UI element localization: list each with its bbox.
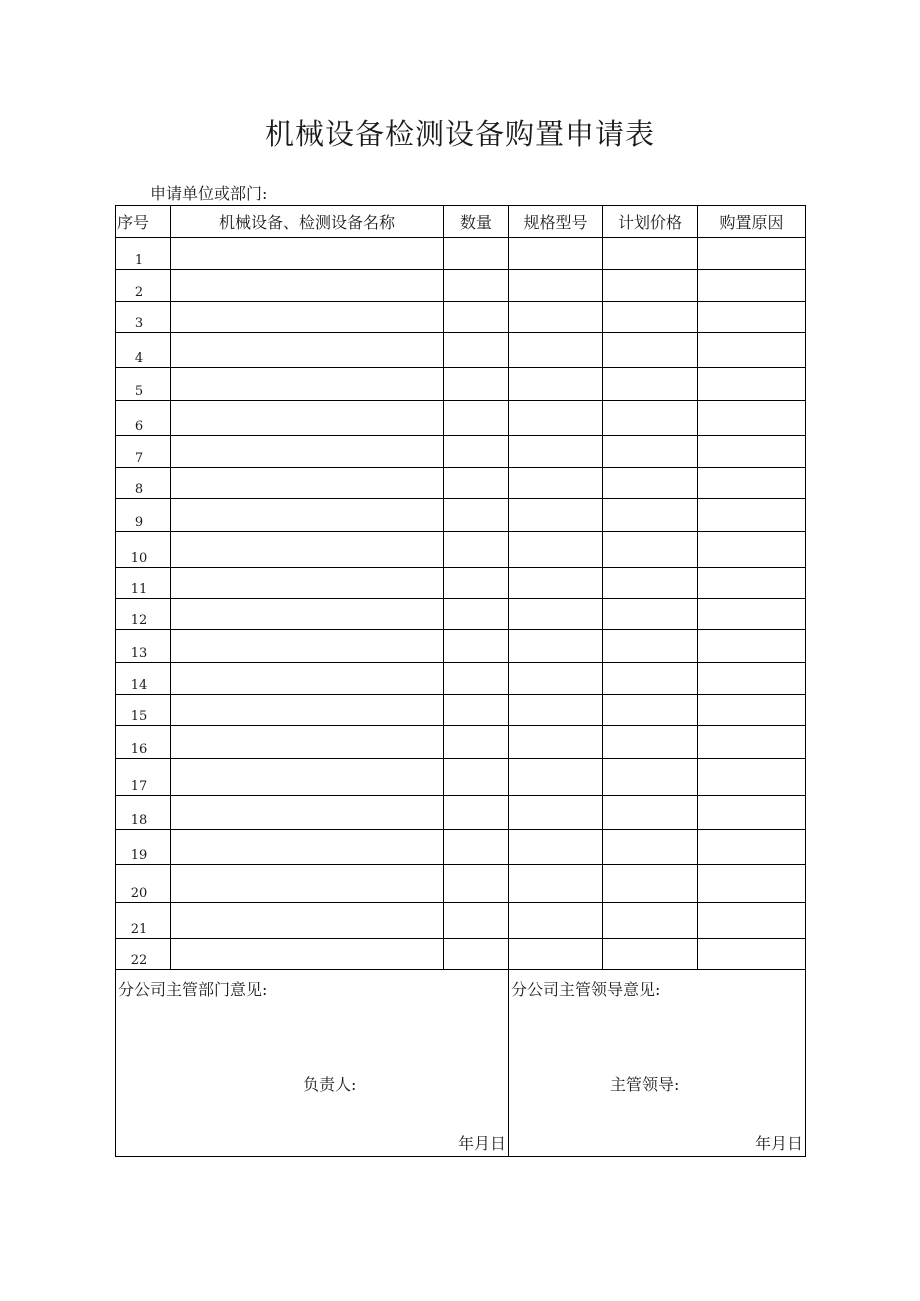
cell-quantity[interactable] bbox=[444, 333, 509, 368]
cell-equipment-name[interactable] bbox=[171, 759, 444, 796]
cell-equipment-name[interactable] bbox=[171, 830, 444, 865]
cell-purchase-reason[interactable] bbox=[698, 759, 806, 796]
header-spec-model: 规格型号 bbox=[509, 206, 603, 238]
department-signer-label: 负责人: bbox=[303, 1075, 357, 1094]
form-title: 机械设备检测设备购置申请表 bbox=[264, 117, 655, 151]
cell-quantity[interactable] bbox=[444, 270, 509, 302]
cell-planned-price[interactable] bbox=[603, 302, 698, 333]
row-number: 8 bbox=[116, 468, 171, 499]
cell-spec-model[interactable] bbox=[509, 401, 603, 436]
table-row bbox=[116, 796, 806, 830]
cell-planned-price[interactable] bbox=[603, 695, 698, 726]
table-row bbox=[116, 903, 806, 939]
cell-spec-model[interactable] bbox=[509, 726, 603, 759]
cell-planned-price[interactable] bbox=[603, 663, 698, 695]
table-row bbox=[116, 663, 806, 695]
cell-equipment-name[interactable] bbox=[171, 903, 444, 939]
cell-equipment-name[interactable] bbox=[171, 865, 444, 903]
cell-equipment-name[interactable] bbox=[171, 238, 444, 270]
cell-planned-price[interactable] bbox=[603, 333, 698, 368]
cell-purchase-reason[interactable] bbox=[698, 630, 806, 663]
cell-quantity[interactable] bbox=[444, 532, 509, 568]
department-opinion-cell[interactable] bbox=[116, 970, 509, 1157]
cell-spec-model[interactable] bbox=[509, 468, 603, 499]
table-row bbox=[116, 830, 806, 865]
cell-spec-model[interactable] bbox=[509, 499, 603, 532]
table-row bbox=[116, 630, 806, 663]
cell-equipment-name[interactable] bbox=[171, 630, 444, 663]
row-number: 15 bbox=[116, 695, 171, 726]
header-planned-price: 计划价格 bbox=[603, 206, 698, 238]
cell-quantity[interactable] bbox=[444, 401, 509, 436]
cell-purchase-reason[interactable] bbox=[698, 726, 806, 759]
cell-quantity[interactable] bbox=[444, 368, 509, 401]
row-number: 21 bbox=[116, 903, 171, 939]
cell-spec-model[interactable] bbox=[509, 270, 603, 302]
cell-equipment-name[interactable] bbox=[171, 939, 444, 970]
cell-planned-price[interactable] bbox=[603, 238, 698, 270]
cell-quantity[interactable] bbox=[444, 939, 509, 970]
row-number: 4 bbox=[116, 333, 171, 368]
table-row bbox=[116, 499, 806, 532]
cell-quantity[interactable] bbox=[444, 568, 509, 599]
table-row bbox=[116, 599, 806, 630]
cell-spec-model[interactable] bbox=[509, 695, 603, 726]
cell-purchase-reason[interactable] bbox=[698, 695, 806, 726]
cell-equipment-name[interactable] bbox=[171, 436, 444, 468]
cell-spec-model[interactable] bbox=[509, 368, 603, 401]
cell-purchase-reason[interactable] bbox=[698, 468, 806, 499]
cell-purchase-reason[interactable] bbox=[698, 302, 806, 333]
row-number: 16 bbox=[116, 726, 171, 759]
row-number: 6 bbox=[116, 401, 171, 436]
cell-quantity[interactable] bbox=[444, 903, 509, 939]
cell-planned-price[interactable] bbox=[603, 436, 698, 468]
applicant-department-label: 申请单位或部门: bbox=[150, 184, 268, 203]
header-quantity: 数量 bbox=[444, 206, 509, 238]
cell-equipment-name[interactable] bbox=[171, 663, 444, 695]
header-equipment-name: 机械设备、检测设备名称 bbox=[171, 206, 444, 238]
leader-opinion-title: 分公司主管领导意见: bbox=[511, 980, 661, 999]
cell-purchase-reason[interactable] bbox=[698, 830, 806, 865]
purchase-request-table bbox=[115, 205, 806, 1157]
cell-quantity[interactable] bbox=[444, 436, 509, 468]
row-number: 5 bbox=[116, 368, 171, 401]
cell-purchase-reason[interactable] bbox=[698, 401, 806, 436]
cell-planned-price[interactable] bbox=[603, 865, 698, 903]
department-date-label: 年月日 bbox=[457, 1134, 506, 1153]
cell-purchase-reason[interactable] bbox=[698, 663, 806, 695]
cell-quantity[interactable] bbox=[444, 726, 509, 759]
cell-equipment-name[interactable] bbox=[171, 532, 444, 568]
cell-purchase-reason[interactable] bbox=[698, 532, 806, 568]
cell-planned-price[interactable] bbox=[603, 630, 698, 663]
cell-purchase-reason[interactable] bbox=[698, 368, 806, 401]
leader-date-label: 年月日 bbox=[754, 1134, 803, 1153]
cell-purchase-reason[interactable] bbox=[698, 238, 806, 270]
cell-planned-price[interactable] bbox=[603, 468, 698, 499]
cell-spec-model[interactable] bbox=[509, 830, 603, 865]
table-row bbox=[116, 865, 806, 903]
table-row bbox=[116, 695, 806, 726]
cell-quantity[interactable] bbox=[444, 238, 509, 270]
cell-equipment-name[interactable] bbox=[171, 270, 444, 302]
cell-purchase-reason[interactable] bbox=[698, 865, 806, 903]
cell-purchase-reason[interactable] bbox=[698, 568, 806, 599]
cell-quantity[interactable] bbox=[444, 630, 509, 663]
table-row bbox=[116, 436, 806, 468]
cell-planned-price[interactable] bbox=[603, 532, 698, 568]
row-number: 17 bbox=[116, 759, 171, 796]
cell-quantity[interactable] bbox=[444, 830, 509, 865]
row-number: 19 bbox=[116, 830, 171, 865]
table-row bbox=[116, 532, 806, 568]
cell-equipment-name[interactable] bbox=[171, 726, 444, 759]
row-number: 20 bbox=[116, 865, 171, 903]
department-opinion-title: 分公司主管部门意见: bbox=[118, 980, 268, 999]
cell-spec-model[interactable] bbox=[509, 903, 603, 939]
cell-quantity[interactable] bbox=[444, 663, 509, 695]
cell-planned-price[interactable] bbox=[603, 401, 698, 436]
cell-equipment-name[interactable] bbox=[171, 695, 444, 726]
cell-equipment-name[interactable] bbox=[171, 368, 444, 401]
cell-purchase-reason[interactable] bbox=[698, 796, 806, 830]
leader-signer-label: 主管领导: bbox=[610, 1075, 680, 1094]
cell-spec-model[interactable] bbox=[509, 599, 603, 630]
cell-equipment-name[interactable] bbox=[171, 499, 444, 532]
cell-equipment-name[interactable] bbox=[171, 568, 444, 599]
cell-planned-price[interactable] bbox=[603, 796, 698, 830]
table-row bbox=[116, 333, 806, 368]
cell-spec-model[interactable] bbox=[509, 436, 603, 468]
row-number: 10 bbox=[116, 532, 171, 568]
cell-purchase-reason[interactable] bbox=[698, 599, 806, 630]
cell-purchase-reason[interactable] bbox=[698, 436, 806, 468]
opinion-row bbox=[116, 970, 806, 1157]
table-row bbox=[116, 401, 806, 436]
table-row bbox=[116, 302, 806, 333]
table-row bbox=[116, 726, 806, 759]
table-row bbox=[116, 270, 806, 302]
cell-purchase-reason[interactable] bbox=[698, 499, 806, 532]
cell-spec-model[interactable] bbox=[509, 568, 603, 599]
row-number: 3 bbox=[116, 302, 171, 333]
cell-planned-price[interactable] bbox=[603, 726, 698, 759]
cell-purchase-reason[interactable] bbox=[698, 903, 806, 939]
header-seq: 序号 bbox=[116, 206, 171, 238]
cell-spec-model[interactable] bbox=[509, 796, 603, 830]
cell-purchase-reason[interactable] bbox=[698, 333, 806, 368]
table-row bbox=[116, 568, 806, 599]
cell-planned-price[interactable] bbox=[603, 368, 698, 401]
cell-planned-price[interactable] bbox=[603, 599, 698, 630]
row-number: 13 bbox=[116, 630, 171, 663]
cell-spec-model[interactable] bbox=[509, 532, 603, 568]
cell-spec-model[interactable] bbox=[509, 759, 603, 796]
cell-planned-price[interactable] bbox=[603, 499, 698, 532]
row-number: 18 bbox=[116, 796, 171, 830]
cell-planned-price[interactable] bbox=[603, 759, 698, 796]
cell-spec-model[interactable] bbox=[509, 663, 603, 695]
cell-planned-price[interactable] bbox=[603, 939, 698, 970]
leader-opinion-cell[interactable] bbox=[509, 970, 806, 1157]
cell-equipment-name[interactable] bbox=[171, 333, 444, 368]
row-number: 22 bbox=[116, 939, 171, 970]
table-header-row bbox=[116, 206, 806, 238]
cell-spec-model[interactable] bbox=[509, 238, 603, 270]
cell-quantity[interactable] bbox=[444, 695, 509, 726]
cell-purchase-reason[interactable] bbox=[698, 270, 806, 302]
header-purchase-reason: 购置原因 bbox=[698, 206, 806, 238]
cell-spec-model[interactable] bbox=[509, 333, 603, 368]
cell-purchase-reason[interactable] bbox=[698, 939, 806, 970]
cell-quantity[interactable] bbox=[444, 759, 509, 796]
row-number: 1 bbox=[116, 238, 171, 270]
cell-quantity[interactable] bbox=[444, 865, 509, 903]
cell-quantity[interactable] bbox=[444, 499, 509, 532]
cell-spec-model[interactable] bbox=[509, 630, 603, 663]
row-number: 2 bbox=[116, 270, 171, 302]
row-number: 7 bbox=[116, 436, 171, 468]
cell-equipment-name[interactable] bbox=[171, 599, 444, 630]
cell-planned-price[interactable] bbox=[603, 903, 698, 939]
table-row bbox=[116, 759, 806, 796]
table-row bbox=[116, 939, 806, 970]
cell-quantity[interactable] bbox=[444, 796, 509, 830]
cell-planned-price[interactable] bbox=[603, 270, 698, 302]
cell-equipment-name[interactable] bbox=[171, 796, 444, 830]
row-number: 12 bbox=[116, 599, 171, 630]
cell-spec-model[interactable] bbox=[509, 302, 603, 333]
row-number: 9 bbox=[116, 499, 171, 532]
table-row bbox=[116, 368, 806, 401]
table-row bbox=[116, 238, 806, 270]
row-number: 14 bbox=[116, 663, 171, 695]
table-row bbox=[116, 468, 806, 499]
cell-quantity[interactable] bbox=[444, 302, 509, 333]
cell-planned-price[interactable] bbox=[603, 568, 698, 599]
cell-spec-model[interactable] bbox=[509, 939, 603, 970]
cell-equipment-name[interactable] bbox=[171, 468, 444, 499]
cell-equipment-name[interactable] bbox=[171, 401, 444, 436]
cell-quantity[interactable] bbox=[444, 468, 509, 499]
cell-planned-price[interactable] bbox=[603, 830, 698, 865]
cell-equipment-name[interactable] bbox=[171, 302, 444, 333]
cell-spec-model[interactable] bbox=[509, 865, 603, 903]
row-number: 11 bbox=[116, 568, 171, 599]
cell-quantity[interactable] bbox=[444, 599, 509, 630]
